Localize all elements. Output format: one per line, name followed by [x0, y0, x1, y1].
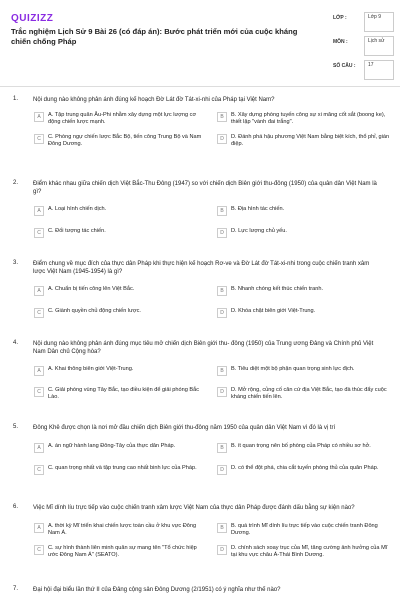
option-text: B. quá trình Mĩ dính líu trực tiếp vào cuộc chiến tranh Đông Dương. [231, 523, 378, 536]
meta-label: MÔN : [333, 39, 348, 45]
option-text: C. Giải phóng vùng Tây Bắc, tạo điều kiện để giải phóng Bắc Lào. [48, 387, 200, 400]
question-text: Việc Mĩ dính líu trực tiếp vào cuộc chiến tranh xâm lược Việt Nam của thực dân Pháp được đánh dấu bằng sự kiện nào? [33, 505, 355, 511]
option-letter-box: A [34, 112, 44, 122]
meta-value: 17 [364, 60, 394, 80]
question-number: 5. [13, 424, 19, 430]
question-text: Điểm chung về mục đích của thực dân Pháp khi thực hiện kế hoạch Rơ-ve và Đờ Lát đờ Tát-xi-nhi trong cuộc chiến tranh xâm lược Việt Nam (1945-1954) là gì? [33, 261, 370, 275]
option-text: D. chính sách xoay trục của Mĩ, tăng cường ảnh hưởng của Mĩ tại khu vực châu Á-Thái Bình Dương. [231, 545, 388, 558]
option-text: D. có thể đột phá, chia cắt tuyến phòng thủ của quân Pháp. [231, 465, 379, 471]
option-letter-box: C [34, 134, 44, 144]
option-letter-box: B [217, 286, 227, 296]
option-letter-box: D [217, 134, 227, 144]
option-text: A. Khai thông biên giới Việt-Trung. [48, 366, 134, 372]
option-letter-box: C [34, 228, 44, 238]
meta-label: SỐ CÂU : [333, 63, 356, 69]
option-text: A. Loại hình chiến dịch. [48, 206, 107, 212]
option-text: C. Đối tượng tác chiến. [48, 228, 106, 234]
option-text: D. Lực lượng chủ yếu. [231, 228, 287, 234]
option-letter-box: B [217, 206, 227, 216]
option-text: B. Nhanh chóng kết thúc chiến tranh. [231, 286, 324, 292]
option-letter-box: A [34, 286, 44, 296]
meta-subject-row [333, 33, 393, 57]
option-letter-box: A [34, 523, 44, 533]
option-letter-box: B [217, 112, 227, 122]
option-letter-box: D [217, 387, 227, 397]
option-text: B. Địa hình tác chiến. [231, 206, 285, 212]
meta-panel [333, 9, 393, 81]
option-text: D. Khóa chặt biên giới Việt-Trung. [231, 308, 316, 314]
option-letter-box: B [217, 443, 227, 453]
option-text: C. quan trọng nhất và tập trung cao nhất binh lực của Pháp. [48, 465, 197, 471]
option-letter-box: C [34, 465, 44, 475]
option-text: D. Mở rộng, củng cố căn cứ địa Việt Bắc, tạo đà thúc đẩy cuộc kháng chiến tiến lên. [231, 387, 387, 400]
page-title: Trắc nghiệm Lịch Sử 9 Bài 26 (có đáp án): Bước phát triển mới của cuộc kháng chiến chống Pháp [11, 27, 298, 46]
option-text: C. Phòng ngự chiến lược Bắc Bộ, tiến công Trung Bộ và Nam Đông Dương. [48, 134, 202, 147]
option-text: B. Tiêu diệt một bộ phận quan trọng sinh lực địch. [231, 366, 355, 372]
document-header [0, 0, 400, 87]
option-text: A. thời kỳ Mĩ triển khai chiến lược toàn cầu ở khu vực Đông Nam Á. [48, 523, 197, 536]
option-text: A. Chuẩn bị tiến công lên Việt Bắc. [48, 286, 135, 292]
option-text: A. Tập trung quân Âu-Phi nhằm xây dựng một lực lượng cơ động chiến lược mạnh. [48, 112, 197, 125]
question-number: 4. [13, 340, 19, 346]
meta-value: Lịch sử [364, 36, 394, 56]
option-letter-box: B [217, 523, 227, 533]
option-letter-box: A [34, 443, 44, 453]
question-number: 3. [13, 260, 19, 266]
meta-label: LỚP : [333, 15, 347, 21]
option-letter-box: C [34, 387, 44, 397]
option-letter-box: C [34, 545, 44, 555]
meta-value: Lớp 9 [364, 12, 394, 32]
question-number: 6. [13, 504, 19, 510]
meta-count-row [333, 57, 393, 81]
question-text: Điểm khác nhau giữa chiến dịch Việt Bắc-Thu Đông (1947) so với chiến dịch Biên giới thu-đông (1950) của quân dân Việt Nam là gì? [33, 181, 377, 195]
question-number: 2. [13, 180, 19, 186]
question-number: 1. [13, 96, 19, 102]
option-letter-box: D [217, 308, 227, 318]
option-letter-box: B [217, 366, 227, 376]
option-text: C. Giành quyền chủ động chiến lược. [48, 308, 141, 314]
option-text: B. Xây dựng phòng tuyến công sự xi măng cốt sắt (boong ke), thiết lập "vành đai trắng". [231, 112, 386, 125]
option-letter-box: D [217, 545, 227, 555]
question-text: Đông Khê được chọn là nơi mở đầu chiến dịch Biên giới thu-đông năm 1950 của quân dân Việt Nam vì đó là vị trí [33, 425, 336, 431]
option-letter-box: A [34, 206, 44, 216]
option-text: D. Đánh phá hậu phương Việt Nam bằng biệt kích, thổ phỉ, gián điệp. [231, 134, 390, 147]
question-text: Nội dung nào không phản ánh đúng kế hoạch Đờ Lát đờ Tát-xi-nhi của Pháp tại Việt Nam? [33, 97, 275, 103]
quizizz-logo: QUIZIZZ [11, 13, 54, 24]
option-letter-box: A [34, 366, 44, 376]
option-text: C. sự hình thành liên minh quân sự mang tên "Tổ chức hiệp ước Đông Nam Á" (SEATO). [48, 545, 197, 558]
option-letter-box: C [34, 308, 44, 318]
option-letter-box: D [217, 228, 227, 238]
question-text: Đại hội đại biểu lần thứ II của Đảng cộng sản Đông Dương (2/1951) có ý nghĩa như thế nào? [33, 587, 281, 593]
meta-class-row [333, 9, 393, 33]
option-text: A. án ngữ hành lang Đông-Tây của thực dân Pháp. [48, 443, 176, 449]
question-number: 7. [13, 586, 19, 592]
option-text: B. ít quan trọng nên bố phòng của Pháp có nhiều sơ hở. [231, 443, 371, 449]
option-letter-box: D [217, 465, 227, 475]
question-text: Nội dung nào không phản ánh đúng mục tiêu mở chiến dịch Biên giới thu- đông (1950) của Trung ương Đảng và Chính phủ Việt Nam Dân chủ Cộng hòa? [33, 341, 374, 355]
